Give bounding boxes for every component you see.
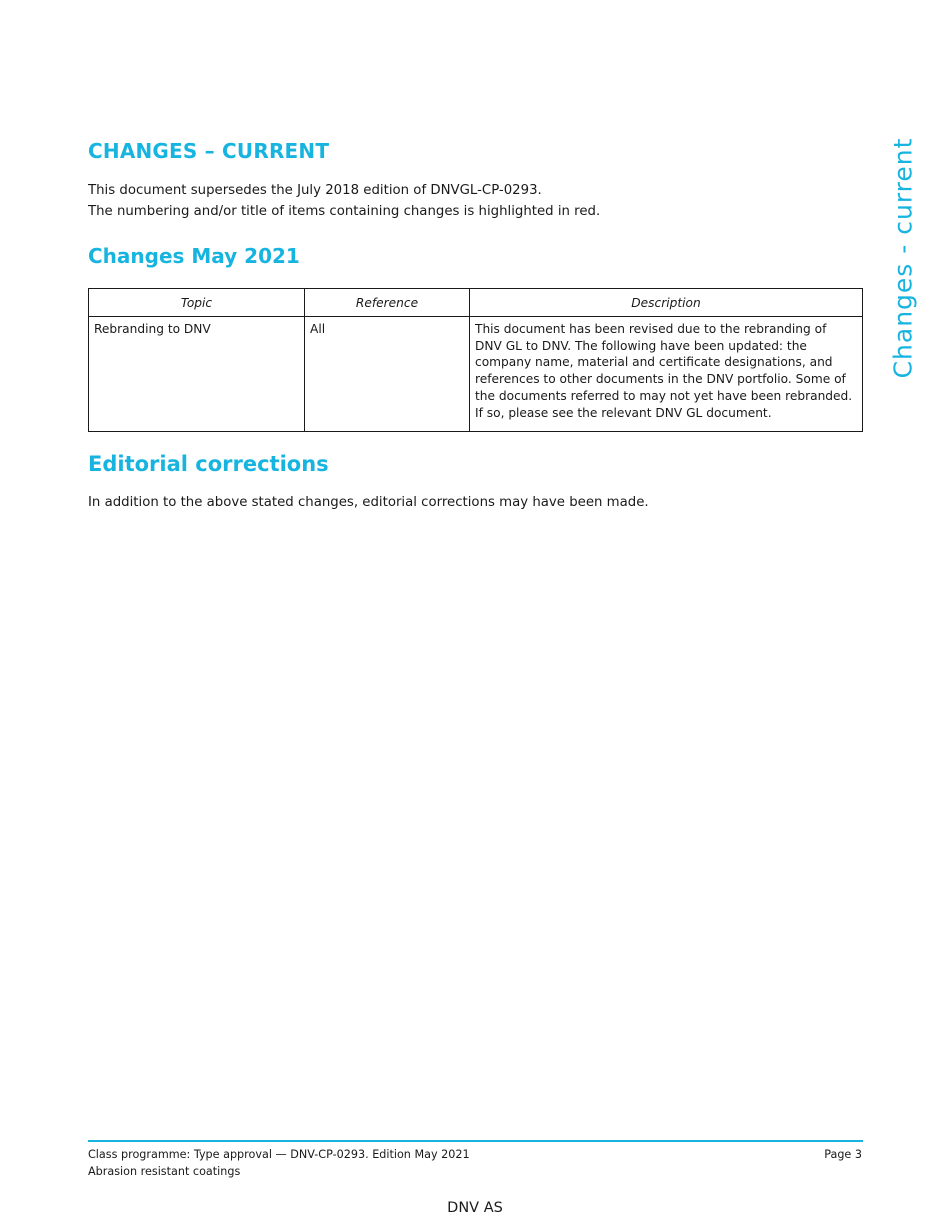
footer-divider [88, 1140, 863, 1142]
column-header-description: Description [470, 289, 863, 317]
changes-heading: Changes May 2021 [88, 244, 300, 268]
changes-table [88, 288, 863, 432]
cell-description: This document has been revised due to the rebranding of DNV GL to DNV. The following have been updated: the company name, material and certificate designations, and references to other documents in the DNV portfolio. Some of the documents referred to may not yet have been rebranded. If so, please see the relevant DNV GL document. [470, 317, 863, 432]
table-header-row [89, 289, 863, 317]
column-header-topic: Topic [89, 289, 305, 317]
side-section-label: Changes - current [888, 137, 918, 379]
table-row [89, 317, 863, 432]
cell-topic: Rebranding to DNV [89, 317, 305, 432]
intro-text [88, 180, 600, 222]
intro-line-supersedes: This document supersedes the July 2018 edition of DNVGL-CP-0293. [88, 183, 542, 198]
editorial-text: In addition to the above stated changes, editorial corrections may have been made. [88, 495, 649, 510]
footer-page-number: Page 3 [824, 1148, 862, 1161]
column-header-reference: Reference [305, 289, 470, 317]
footer-programme-line: Class programme: Type approval — DNV-CP-0293. Edition May 2021 [88, 1148, 470, 1161]
footer-company-name: DNV AS [447, 1200, 503, 1216]
cell-reference: All [305, 317, 470, 432]
footer-subject-line: Abrasion resistant coatings [88, 1165, 241, 1178]
page-title: CHANGES – CURRENT [88, 139, 330, 163]
intro-line-highlight-note: The numbering and/or title of items containing changes is highlighted in red. [88, 204, 601, 219]
footer-document-info [88, 1146, 470, 1180]
editorial-heading: Editorial corrections [88, 452, 329, 476]
